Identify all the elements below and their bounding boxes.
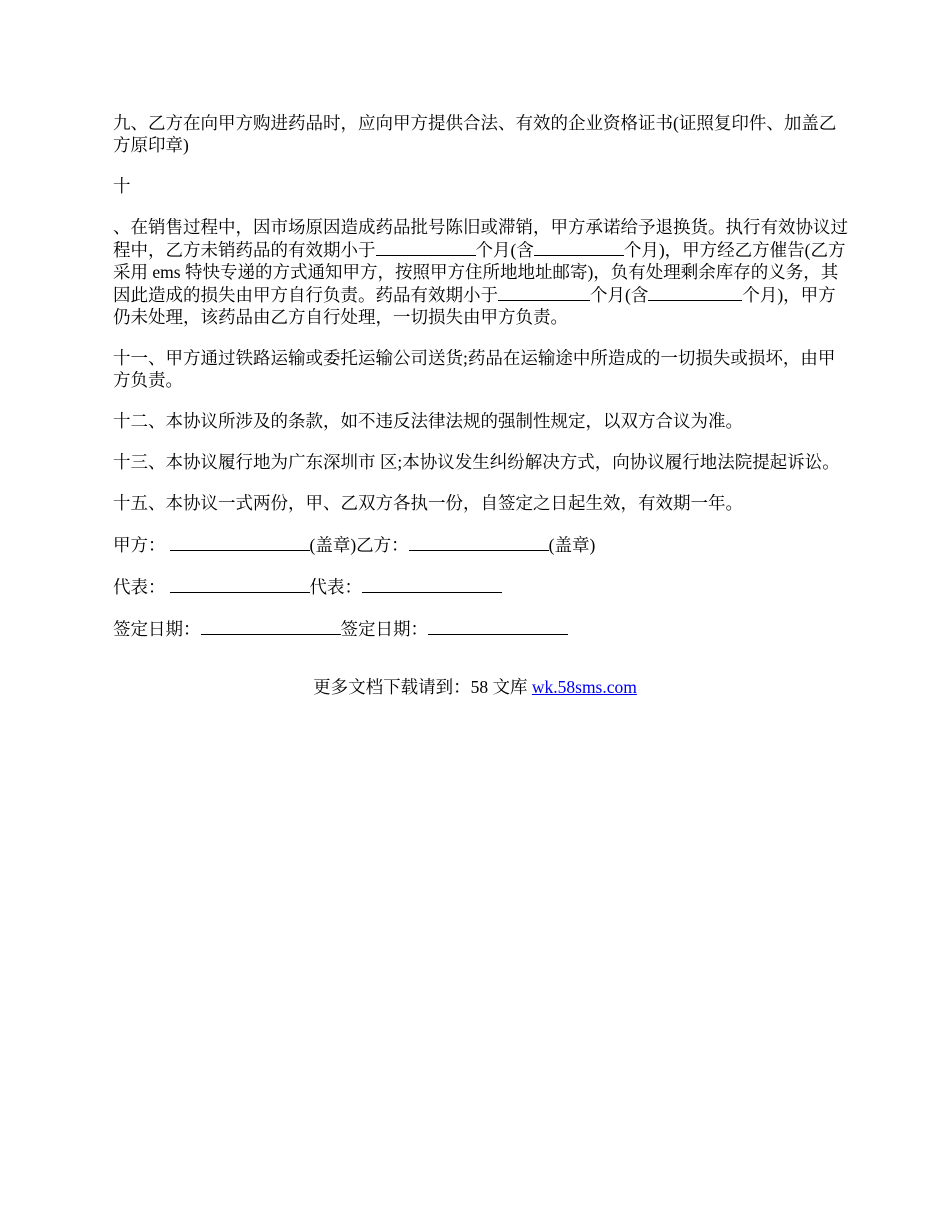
party-a-blank[interactable] (170, 533, 310, 551)
date-row (113, 617, 848, 640)
blank-line (498, 283, 590, 301)
clause-twelve: 十二、本协议所涉及的条款，如不违反法律法规的强制性规定，以双方合议为准。 (113, 411, 743, 431)
clause-ten-part5: 个月)，甲方仍未处理，该药品由乙方自行处理，一切损失由甲方负责。 (113, 285, 836, 327)
date-b-blank[interactable] (428, 617, 568, 635)
date-a-label: 签定日期： (113, 619, 201, 639)
seal-a-label: (盖章) (309, 535, 357, 555)
party-a-label: 甲方： (113, 535, 166, 555)
rep-a-label: 代表： (113, 577, 166, 597)
party-b-blank[interactable] (409, 533, 549, 551)
date-b-label: 签定日期： (340, 619, 428, 639)
clause-ten-part2: 个月(含 (475, 240, 534, 260)
document-body (113, 112, 848, 659)
blank-line (534, 238, 624, 256)
party-signature-row (113, 533, 848, 556)
clause-ten-part1: 、在销售过程中，因市场原因造成药品批号陈旧或滞销，甲方承诺给予退换货。执行有效协议过程中，乙方未销药品的有效期小于 (113, 217, 848, 260)
seal-b-label: (盖章) (548, 535, 596, 555)
blank-line (376, 238, 476, 256)
clause-thirteen: 十三、本协议履行地为广东深圳市 区;本协议发生纠纷解决方式，向协议履行地法院提起诉讼。 (113, 452, 840, 472)
clause-ten-part3: 个月)，甲方经乙方催告(乙方采用 ems 特快专递的方式通知甲方，按照甲方住所地地址邮寄)，负有处理剩余库存的义务，其因此造成的损失由甲方自行负责。药品有效期小于 (113, 240, 846, 305)
blank-line (648, 283, 742, 301)
date-a-blank[interactable] (201, 617, 341, 635)
clause-nine: 九、乙方在向甲方购进药品时，应向甲方提供合法、有效的企业资格证书(证照复印件、加盖乙方原印章) (113, 113, 837, 155)
rep-b-label: 代表： (309, 577, 362, 597)
clause-fifteen: 十五、本协议一式两份，甲、乙双方各执一份，自签定之日起生效，有效期一年。 (113, 493, 743, 513)
rep-b-blank[interactable] (362, 575, 502, 593)
footer-text: 更多文档下载请到：58 文库 (313, 677, 532, 697)
clause-ten-heading: 十 (113, 176, 131, 196)
footer (0, 676, 950, 698)
representative-row (113, 575, 848, 598)
clause-ten (113, 216, 848, 328)
party-b-label: 乙方： (356, 535, 409, 555)
clause-ten-part4: 个月(含 (590, 285, 649, 305)
footer-link[interactable]: wk.58sms.com (531, 677, 637, 697)
rep-a-blank[interactable] (170, 575, 310, 593)
clause-eleven: 十一、甲方通过铁路运输或委托运输公司送货;药品在运输途中所造成的一切损失或损坏，由甲方负责。 (113, 348, 836, 390)
